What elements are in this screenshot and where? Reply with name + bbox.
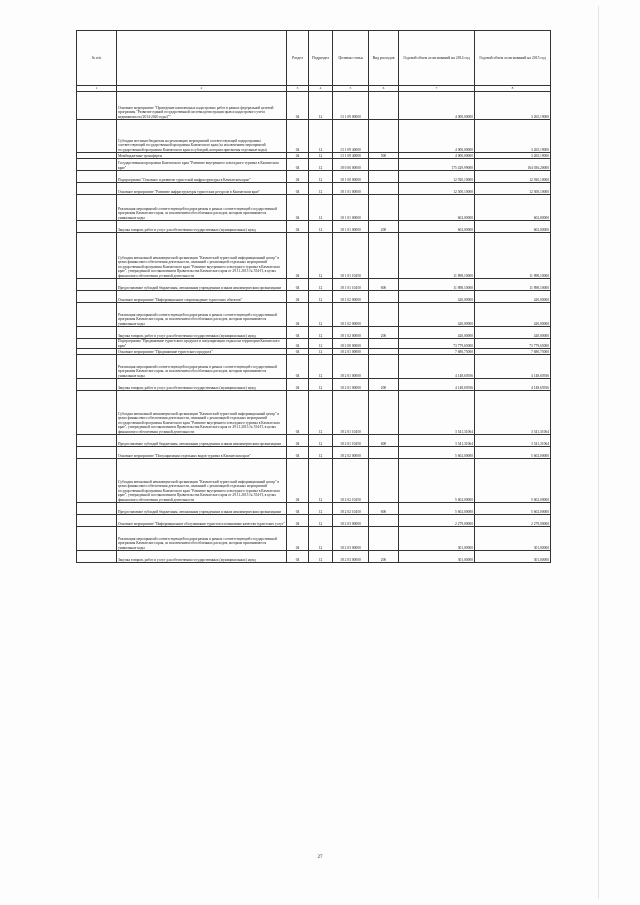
header-name (117, 31, 287, 86)
row-article-cell: 18 2 01 00000 (333, 379, 369, 391)
row-value-2014-cell: 7 680,75000 (399, 349, 475, 355)
row-article-cell: 18 2 03 00000 (333, 551, 369, 563)
row-expense-type-cell (369, 183, 399, 195)
row-value-2014-cell: 3 541,31064 (399, 435, 475, 447)
row-expense-type-cell (369, 339, 399, 349)
row-subsection-cell: 12 (309, 291, 333, 303)
row-name-cell: Основное мероприятие "Развитие инфраструктуры туристских ресурсов в Камчатском крае" (117, 183, 287, 195)
row-section-cell: 04 (287, 379, 309, 391)
row-name-cell: Предоставление субсидий бюджетным, автономным учреждениям и иным некоммерческим организациям (117, 435, 287, 447)
row-num-cell (77, 391, 117, 435)
row-value-2015-cell: 3 541,31064 (475, 391, 551, 435)
row-num-cell (77, 195, 117, 221)
row-name-cell: Реализация мероприятий соответствующей подпрограммы в рамках соответствующей государственной программы Камчатского края, за исключением обособленных расходов, которым присваиваются уникальные коды (117, 527, 287, 551)
row-value-2015-cell: 73 779,65000 (475, 339, 551, 349)
row-subsection-cell: 12 (309, 92, 333, 120)
row-value-2014-cell: 12 920,10000 (399, 171, 475, 183)
row-expense-type-cell: 200 (369, 551, 399, 563)
table-row (77, 183, 551, 195)
row-value-2015-cell: 5 602,00000 (475, 447, 551, 459)
row-name-cell: Закупка товаров, работ и услуг для обеспечения государственных (муниципальных) нужд (117, 551, 287, 563)
row-value-2015-cell: 4 148,65936 (475, 355, 551, 379)
row-subsection-cell: 12 (309, 183, 333, 195)
row-num-cell (77, 327, 117, 339)
row-subsection-cell: 12 (309, 221, 333, 233)
row-name-cell: Субсидия автономной некоммерческой организации "Камчатский туристский информационный центр" в целях финансового обеспечения деятельности, связанной с реализацией отдельных мероприятий государственной программы Камчатского края "Развитие внутреннего и въездного туризма в Камчатском крае", утвержденной постановлением Правительства Камчатского края от 29.11.2013 № 554-П, в целях финансового обеспечения уставной деятельности (117, 233, 287, 279)
row-section-cell: 04 (287, 435, 309, 447)
row-article-cell: 18 1 02 00000 (333, 303, 369, 327)
row-value-2014-cell: 420,00000 (399, 291, 475, 303)
row-num-cell (77, 435, 117, 447)
row-article-cell: 18 2 01 00000 (333, 349, 369, 355)
row-name-cell: Межбюджетные трансферты (117, 153, 287, 159)
row-value-2014-cell: 4 000,00000 (399, 92, 475, 120)
table-row (77, 233, 551, 279)
budget-table (76, 30, 551, 563)
row-value-2014-cell: 420,00000 (399, 327, 475, 339)
row-name-cell: Закупка товаров, работ и услуг для обеспечения государственных (муниципальных) нужд (117, 379, 287, 391)
row-num-cell (77, 171, 117, 183)
row-num-cell (77, 92, 117, 120)
row-article-cell: 18 1 01 00000 (333, 221, 369, 233)
row-expense-type-cell (369, 527, 399, 551)
table-row (77, 120, 551, 153)
row-num-cell (77, 503, 117, 515)
header-2014: Годовой объем ассигнований на 2014 год (399, 31, 475, 86)
row-value-2015-cell: 3 265,19000 (475, 120, 551, 153)
row-article-cell: 18 0 00 00000 (333, 159, 369, 171)
row-article-cell: 18 2 02 00000 (333, 447, 369, 459)
row-value-2015-cell: 3 265,19000 (475, 92, 551, 120)
row-value-2014-cell: 4 148,65936 (399, 379, 475, 391)
row-value-2014-cell: 11 898,10000 (399, 233, 475, 279)
row-subsection-cell: 12 (309, 195, 333, 221)
row-num-cell (77, 279, 117, 291)
row-num-cell (77, 183, 117, 195)
table-row (77, 551, 551, 563)
row-subsection-cell: 12 (309, 551, 333, 563)
table-row (77, 435, 551, 447)
row-num-cell (77, 379, 117, 391)
header-subsection: Подраздел (309, 31, 333, 86)
row-value-2014-cell: 602,00000 (399, 195, 475, 221)
table-row (77, 159, 551, 171)
row-expense-type-cell (369, 195, 399, 221)
table-body (77, 92, 551, 563)
row-value-2015-cell: 301,00000 (475, 527, 551, 551)
row-value-2015-cell: 7 680,75000 (475, 349, 551, 355)
row-value-2014-cell: 602,00000 (399, 221, 475, 233)
col-number: 4 (309, 86, 333, 92)
row-section-cell: 04 (287, 447, 309, 459)
table-row (77, 379, 551, 391)
row-name-cell: Предоставление субсидий бюджетным, автономным учреждениям и иным некоммерческим организациям (117, 503, 287, 515)
row-article-cell: 13 1 09 40000 (333, 120, 369, 153)
row-expense-type-cell (369, 120, 399, 153)
row-article-cell: 18 1 02 00000 (333, 291, 369, 303)
row-subsection-cell: 12 (309, 279, 333, 291)
row-section-cell: 04 (287, 355, 309, 379)
row-section-cell: 04 (287, 120, 309, 153)
row-num-cell (77, 120, 117, 153)
row-article-cell: 18 1 01 10450 (333, 279, 369, 291)
row-num-cell (77, 159, 117, 171)
row-name-cell: Основное мероприятие "Популяризация отдельных видов туризма в Камчатском крае" (117, 447, 287, 459)
row-name-cell: Субсидия автономной некоммерческой организации "Камчатский туристский информационный центр" в целях финансового обеспечения деятельности, связанной с реализацией отдельных мероприятий государственной программы Камчатского края "Развитие внутреннего и въездного туризма в Камчатском крае", утвержденной постановлением Правительства Камчатского края от 29.11.2013 № 554-П, в целях финансового обеспечения уставной деятельности (117, 459, 287, 503)
row-section-cell: 04 (287, 551, 309, 563)
row-value-2015-cell: 4 148,65936 (475, 379, 551, 391)
table-row (77, 221, 551, 233)
row-subsection-cell: 12 (309, 159, 333, 171)
col-number: 6 (369, 86, 399, 92)
row-name-cell: Подпрограмма "Продвижение туристского продукта и популяризация отдыха на территории Камчатского края" (117, 339, 287, 349)
col-number: 5 (333, 86, 369, 92)
table-header-row (77, 31, 551, 86)
row-article-cell: 18 1 00 00000 (333, 171, 369, 183)
row-value-2014-cell: 2 279,00000 (399, 515, 475, 527)
row-subsection-cell: 12 (309, 527, 333, 551)
row-article-cell: 18 2 03 00000 (333, 527, 369, 551)
table-row (77, 391, 551, 435)
row-value-2015-cell: 11 898,10000 (475, 233, 551, 279)
row-name-cell: Предоставление субсидий бюджетным, автономным учреждениям и иным некоммерческим организациям (117, 279, 287, 291)
row-name-cell: Основное мероприятие "Информационное обслуживание туристов и повышение качества туристских услуг" (117, 515, 287, 527)
row-value-2015-cell: 2 279,00000 (475, 515, 551, 527)
row-value-2015-cell: 420,00000 (475, 327, 551, 339)
row-section-cell: 04 (287, 303, 309, 327)
table-row (77, 527, 551, 551)
row-value-2015-cell: 11 898,10000 (475, 279, 551, 291)
row-expense-type-cell (369, 447, 399, 459)
row-subsection-cell: 12 (309, 391, 333, 435)
row-article-cell: 18 2 01 10450 (333, 391, 369, 435)
row-expense-type-cell: 600 (369, 279, 399, 291)
row-expense-type-cell (369, 291, 399, 303)
row-section-cell: 04 (287, 291, 309, 303)
table-row (77, 92, 551, 120)
header-2015: Годовой объем ассигнований на 2015 год (475, 31, 551, 86)
row-value-2015-cell: 3 541,31064 (475, 435, 551, 447)
row-article-cell: 18 2 02 10450 (333, 459, 369, 503)
row-value-2014-cell: 420,00000 (399, 303, 475, 327)
row-section-cell: 04 (287, 349, 309, 355)
row-section-cell: 04 (287, 527, 309, 551)
row-section-cell: 04 (287, 391, 309, 435)
row-name-cell: Субсидии местным бюджетам на реализацию мероприятий соответствующей подпрограммы соответствующей государственной программы Камчатского края (за исключением мероприятий государственной программы Камчатского края и субсидий, которым присвоены отдельные коды) (117, 120, 287, 153)
row-subsection-cell: 12 (309, 303, 333, 327)
row-num-cell (77, 355, 117, 379)
row-value-2014-cell: 4 148,65936 (399, 355, 475, 379)
row-expense-type-cell: 600 (369, 503, 399, 515)
row-name-cell: Основное мероприятие "Информационное сопровождение туристских объектов" (117, 291, 287, 303)
row-subsection-cell: 12 (309, 503, 333, 515)
row-value-2015-cell: 602,00000 (475, 195, 551, 221)
row-value-2015-cell: 12 920,10000 (475, 171, 551, 183)
row-value-2014-cell: 11 898,10000 (399, 279, 475, 291)
row-value-2015-cell: 5 602,00000 (475, 503, 551, 515)
row-expense-type-cell (369, 391, 399, 435)
row-value-2015-cell: 164 036,20000 (475, 159, 551, 171)
row-article-cell: 18 1 01 00000 (333, 195, 369, 221)
row-section-cell: 04 (287, 183, 309, 195)
row-expense-type-cell (369, 355, 399, 379)
row-value-2014-cell: 73 779,65000 (399, 339, 475, 349)
table-row (77, 327, 551, 339)
table-row (77, 339, 551, 349)
col-number: 1 (77, 86, 117, 92)
row-subsection-cell: 12 (309, 171, 333, 183)
row-num-cell (77, 551, 117, 563)
row-expense-type-cell: 500 (369, 153, 399, 159)
table-row (77, 459, 551, 503)
row-num-cell (77, 221, 117, 233)
row-article-cell: 18 1 01 00000 (333, 183, 369, 195)
row-article-cell: 13 1 09 40000 (333, 153, 369, 159)
row-num-cell (77, 447, 117, 459)
row-section-cell: 04 (287, 92, 309, 120)
row-value-2014-cell: 4 000,00000 (399, 153, 475, 159)
row-value-2015-cell: 5 602,00000 (475, 459, 551, 503)
row-section-cell: 04 (287, 515, 309, 527)
row-section-cell: 04 (287, 233, 309, 279)
row-section-cell: 04 (287, 503, 309, 515)
table-row (77, 447, 551, 459)
row-subsection-cell: 12 (309, 355, 333, 379)
row-num-cell (77, 339, 117, 349)
row-subsection-cell: 12 (309, 515, 333, 527)
row-name-cell: Реализация мероприятий соответствующей подпрограммы в рамках соответствующей государственной программы Камчатского края, за исключением обособленных расходов, которым присваиваются уникальные коды (117, 195, 287, 221)
row-section-cell: 04 (287, 171, 309, 183)
row-expense-type-cell (369, 459, 399, 503)
row-name-cell: Основное мероприятие "Проведение комплексных кадастровых работ в рамках федеральной целевой программы "Развитие единой государственной системы регистрации прав и кадастрового учета недвижимости (2014-2020 годы)"" (117, 92, 287, 120)
row-name-cell: Основное мероприятие "Продвижение туристского продукта" (117, 349, 287, 355)
row-article-cell: 18 1 01 10450 (333, 233, 369, 279)
row-section-cell: 04 (287, 159, 309, 171)
row-value-2014-cell: 301,00000 (399, 551, 475, 563)
row-value-2014-cell: 5 602,00000 (399, 447, 475, 459)
row-subsection-cell: 12 (309, 153, 333, 159)
row-expense-type-cell: 200 (369, 221, 399, 233)
row-expense-type-cell (369, 233, 399, 279)
row-subsection-cell: 12 (309, 233, 333, 279)
row-value-2015-cell: 420,00000 (475, 303, 551, 327)
row-value-2014-cell: 4 000,00000 (399, 120, 475, 153)
row-article-cell: 18 2 01 10450 (333, 435, 369, 447)
row-subsection-cell: 12 (309, 379, 333, 391)
scan-edge-line (598, 6, 599, 899)
row-subsection-cell: 12 (309, 120, 333, 153)
header-section: Раздел (287, 31, 309, 86)
row-name-cell: Подпрограмма "Основное и развитие туристской инфраструктуры в Камчатском крае" (117, 171, 287, 183)
row-subsection-cell: 12 (309, 339, 333, 349)
row-expense-type-cell (369, 92, 399, 120)
row-num-cell (77, 459, 117, 503)
row-article-cell: 18 2 00 00000 (333, 339, 369, 349)
table-row (77, 503, 551, 515)
table-row (77, 303, 551, 327)
col-number: 7 (399, 86, 475, 92)
row-name-cell: Реализация мероприятий соответствующей подпрограммы в рамках соответствующей государственной программы Камчатского края, за исключением обособленных расходов, которым присваиваются уникальные коды (117, 355, 287, 379)
table-row (77, 291, 551, 303)
row-num-cell (77, 527, 117, 551)
row-section-cell: 04 (287, 279, 309, 291)
row-expense-type-cell: 200 (369, 327, 399, 339)
row-article-cell: 18 2 02 10450 (333, 503, 369, 515)
row-section-cell: 04 (287, 221, 309, 233)
row-article-cell: 18 2 01 00000 (333, 355, 369, 379)
page-number: 27 (317, 855, 323, 860)
row-subsection-cell: 12 (309, 327, 333, 339)
row-value-2014-cell: 12 500,10000 (399, 183, 475, 195)
col-number: 3 (287, 86, 309, 92)
row-name-cell: Закупка товаров, работ и услуг для обеспечения государственных (муниципальных) нужд (117, 221, 287, 233)
col-number: 2 (117, 86, 287, 92)
row-value-2014-cell: 301,00000 (399, 527, 475, 551)
row-name-cell: Реализация мероприятий соответствующей подпрограммы в рамках соответствующей государственной программы Камчатского края, за исключением обособленных расходов, которым присваиваются уникальные коды (117, 303, 287, 327)
table-row (77, 195, 551, 221)
row-expense-type-cell (369, 303, 399, 327)
row-name-cell: Государственная программа Камчатского края "Развитие внутреннего и въездного туризма в Камчатском крае" (117, 159, 287, 171)
row-value-2015-cell: 420,00000 (475, 291, 551, 303)
row-value-2015-cell: 3 265,19000 (475, 153, 551, 159)
table-row (77, 279, 551, 291)
header-expense-type: Вид расходов (369, 31, 399, 86)
row-value-2015-cell: 301,00000 (475, 551, 551, 563)
table-row (77, 171, 551, 183)
row-num-cell (77, 233, 117, 279)
row-subsection-cell: 12 (309, 349, 333, 355)
row-subsection-cell: 12 (309, 459, 333, 503)
row-expense-type-cell (369, 515, 399, 527)
row-subsection-cell: 12 (309, 447, 333, 459)
row-section-cell: 04 (287, 327, 309, 339)
row-article-cell: 13 1 09 00000 (333, 92, 369, 120)
table-row (77, 355, 551, 379)
row-expense-type-cell: 600 (369, 435, 399, 447)
row-value-2015-cell: 602,00000 (475, 221, 551, 233)
row-article-cell: 18 2 03 00000 (333, 515, 369, 527)
row-article-cell: 18 1 02 00000 (333, 327, 369, 339)
row-expense-type-cell (369, 159, 399, 171)
row-section-cell: 04 (287, 339, 309, 349)
row-num-cell (77, 291, 117, 303)
row-section-cell: 04 (287, 459, 309, 503)
table-row (77, 515, 551, 527)
row-name-cell: Субсидия автономной некоммерческой организации "Камчатский туристский информационный центр" в целях финансового обеспечения деятельности, связанной с реализацией отдельных мероприятий государственной программы Камчатского края "Развитие внутреннего и въездного туризма в Камчатском крае", утвержденной постановлением Правительства Камчатского края от 29.11.2013 № 554-П, в целях финансового обеспечения уставной деятельности (117, 391, 287, 435)
row-value-2014-cell: 5 602,00000 (399, 503, 475, 515)
row-section-cell: 04 (287, 195, 309, 221)
header-article: Целевая статья (333, 31, 369, 86)
row-value-2014-cell: 5 602,00000 (399, 459, 475, 503)
row-value-2015-cell: 12 500,10000 (475, 183, 551, 195)
row-name-cell: Закупка товаров, работ и услуг для обеспечения государственных (муниципальных) нужд (117, 327, 287, 339)
row-expense-type-cell (369, 171, 399, 183)
col-number: 8 (475, 86, 551, 92)
row-subsection-cell: 12 (309, 435, 333, 447)
row-num-cell (77, 515, 117, 527)
header-num: № п/п (77, 31, 117, 86)
row-value-2014-cell: 175 429,99000 (399, 159, 475, 171)
row-expense-type-cell: 200 (369, 379, 399, 391)
row-section-cell: 04 (287, 153, 309, 159)
row-value-2014-cell: 3 541,31064 (399, 391, 475, 435)
row-num-cell (77, 303, 117, 327)
